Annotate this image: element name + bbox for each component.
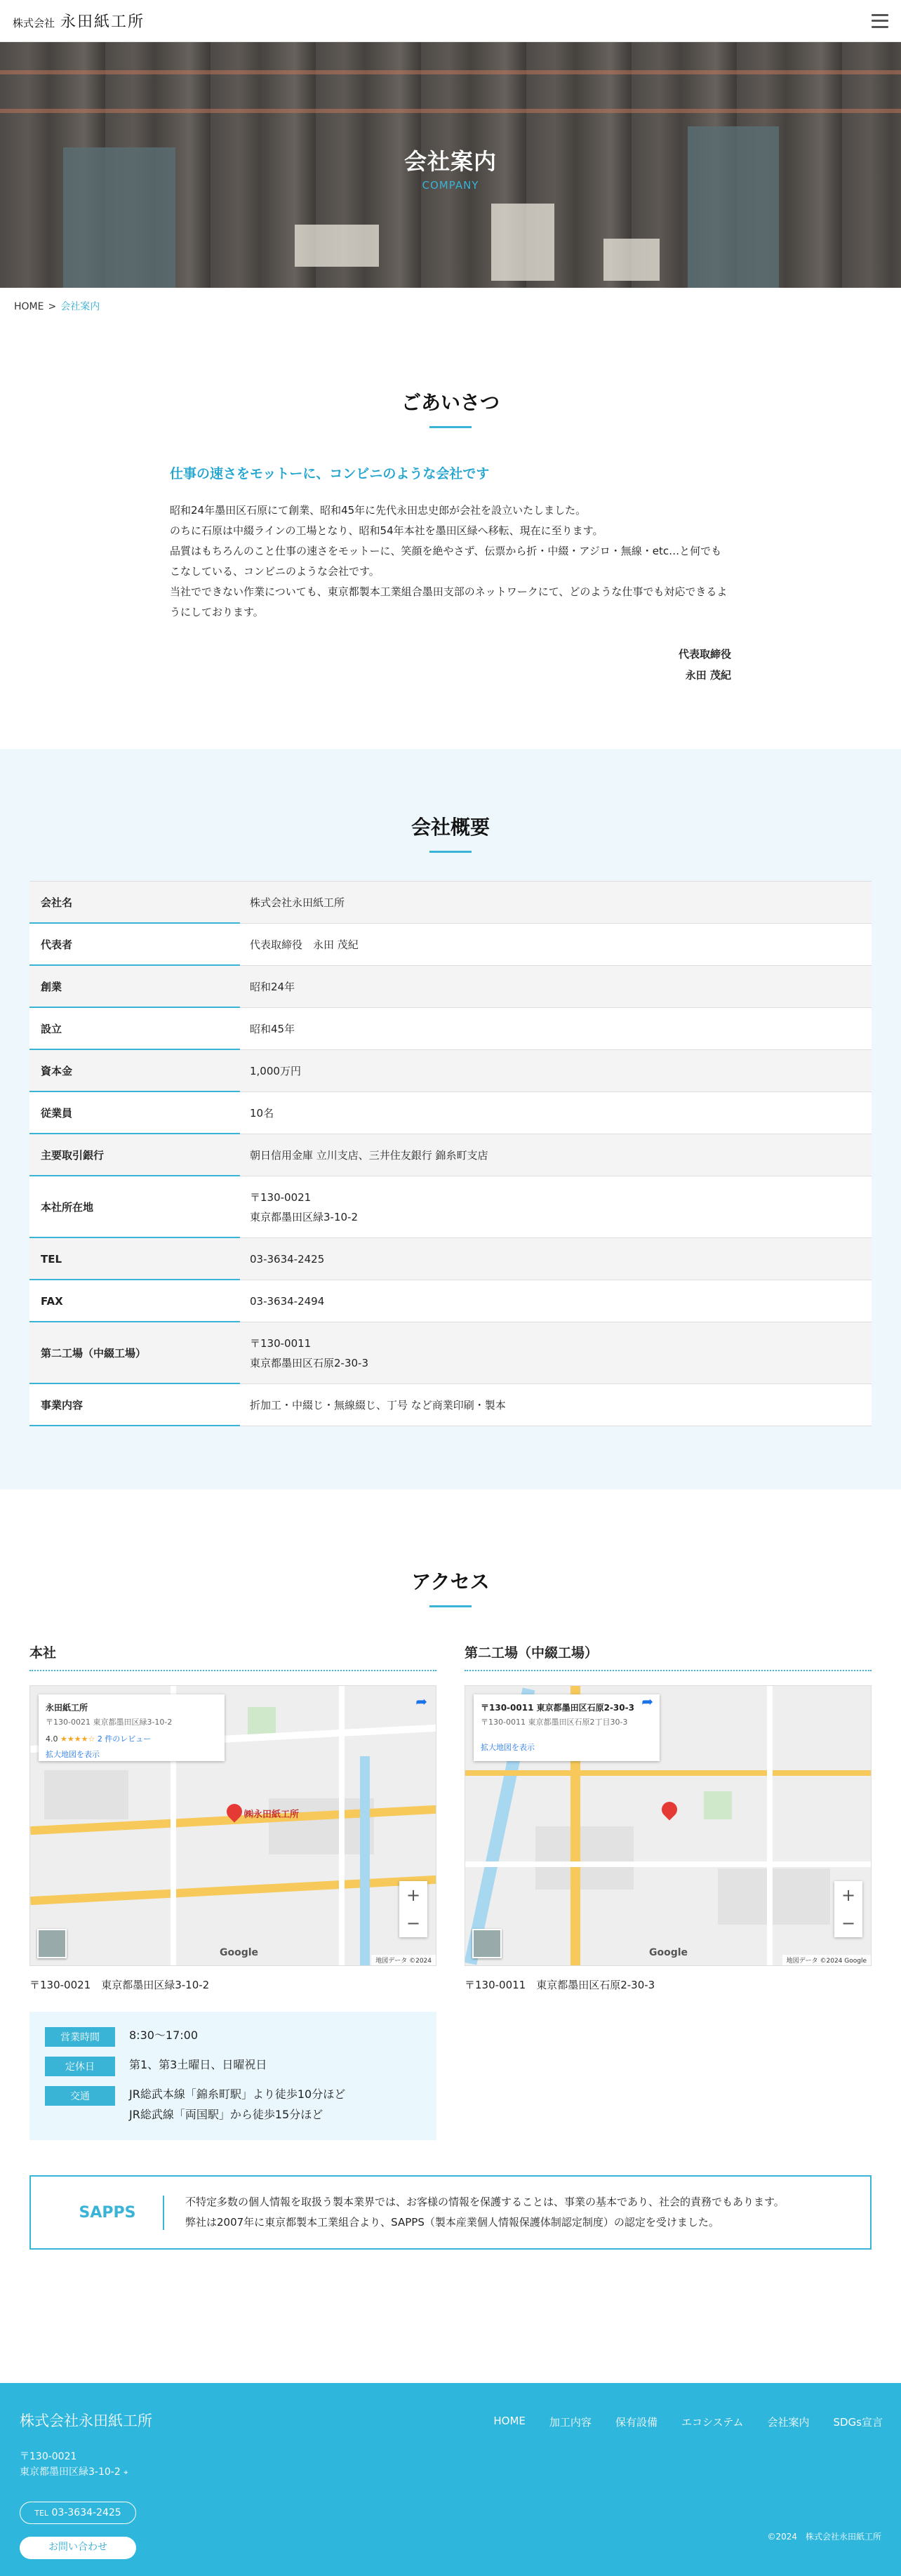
table-row [29, 1176, 872, 1238]
table-row [29, 966, 872, 1008]
zoom-in-icon[interactable]: + [841, 1885, 856, 1905]
row-value: 代表取締役 永田 茂紀 [250, 938, 359, 951]
row-value: 03-3634-2494 [250, 1294, 325, 1308]
row-value: 株式会社永田紙工所 [250, 896, 345, 909]
info-value: 第1、第3土曜日、日曜祝日 [129, 2058, 267, 2071]
row-label: FAX [29, 1280, 240, 1322]
row-label: 本社所在地 [29, 1176, 240, 1237]
footer-nav-equipment[interactable]: 保有設備 [615, 2416, 658, 2429]
map-enlarge-link[interactable]: 拡大地図を表示 [481, 1743, 535, 1752]
tel-number: 03-3634-2425 [51, 2507, 121, 2518]
footer-tel-button[interactable] [20, 2502, 136, 2524]
access-title: アクセス [0, 1567, 901, 1607]
sapps-line: 弊社は2007年に東京都製本工業組合より、SAPPS（製本産業個人情報保護体制認定制度）の認定を受けました。 [185, 2216, 719, 2229]
signature-role: 代表取締役 [678, 648, 731, 660]
row-value: 03-3634-2425 [250, 1252, 325, 1266]
row-label: 創業 [29, 966, 240, 1007]
sapps-text [185, 2192, 785, 2233]
table-row [29, 1238, 872, 1280]
info-row [45, 2027, 421, 2047]
footer-zip: 〒130-0021 [20, 2451, 77, 2462]
greeting-paragraph: 品質はもちろんのこと仕事の速さをモットーに、笑顔を絶やさず、伝票から折・中綴・アジロ・無線・etc…と何でもこなしている、コンビニのような会社です。 [170, 545, 722, 578]
info-tag: 営業時間 [45, 2027, 115, 2047]
logo-sub: 株式会社 [13, 17, 55, 29]
row-label: 設立 [29, 1008, 240, 1049]
logo-main: 永田紙工所 [60, 13, 145, 31]
site-footer [0, 2383, 901, 2576]
row-label: 第二工場（中綴工場） [29, 1322, 240, 1383]
hero-banner [0, 42, 901, 288]
row-label: 代表者 [29, 924, 240, 965]
map-layer-thumbnail[interactable] [37, 1929, 67, 1958]
zoom-out-icon[interactable]: − [406, 1913, 421, 1933]
table-row [29, 924, 872, 966]
map-enlarge-link[interactable]: 拡大地図を表示 [46, 1750, 100, 1759]
table-row [29, 1322, 872, 1384]
overview-section [0, 749, 901, 1489]
map-zoom-control[interactable] [399, 1881, 427, 1937]
greeting-paragraph: のちに石原は中綴ラインの工場となり、昭和54年本社を墨田区緑へ移転、現在に至ります。 [170, 524, 603, 537]
footer-company: 株式会社永田紙工所 [20, 2412, 152, 2429]
footer-nav-home[interactable]: HOME [493, 2415, 526, 2427]
row-label: TEL [29, 1238, 240, 1280]
row-value: 昭和45年 [250, 1022, 295, 1035]
map-info-card [39, 1694, 225, 1761]
info-row [45, 2057, 421, 2076]
zoom-out-icon[interactable]: − [841, 1913, 856, 1933]
row-value: 朝日信用金庫 立川支店、三井住友銀行 錦糸町支店 [250, 1148, 488, 1162]
info-value: JR総武本線「錦糸町駅」より徒歩10分ほど [129, 2087, 346, 2101]
map-reviews[interactable]: 2 件のレビュー [97, 1734, 152, 1744]
sapps-label: SAPPS [52, 2196, 164, 2230]
breadcrumb-separator: > [48, 301, 57, 312]
row-value: 折加工・中綴じ・無線綴じ、丁号 など商業印刷・製本 [250, 1398, 506, 1412]
map-info-card [474, 1694, 660, 1761]
row-value: 昭和24年 [250, 980, 295, 993]
footer-address [20, 2449, 881, 2481]
star-icon: ★★★★☆ [60, 1734, 95, 1744]
tel-prefix: TEL [34, 2509, 49, 2518]
row-value: 1,000万円 [250, 1064, 301, 1077]
map-pin-label: ㈱永田紙工所 [244, 1810, 300, 1820]
access-section [0, 1489, 901, 2299]
footer-nav [493, 2415, 883, 2429]
overview-table [29, 881, 872, 1426]
map-attribution: 地図データ ©2024 Google [782, 1955, 871, 1965]
map-marker-icon[interactable]: ⌖ [124, 2468, 128, 2477]
table-row [29, 1384, 872, 1426]
row-value: 〒130-0011 [250, 1336, 312, 1350]
main-office-heading: 本社 [29, 1642, 436, 1671]
table-row [29, 1092, 872, 1134]
signature [170, 644, 731, 686]
row-label: 会社名 [29, 882, 240, 923]
site-header [0, 0, 901, 42]
map-card-name: 永田紙工所 [46, 1703, 88, 1713]
google-logo: Google [649, 1947, 688, 1958]
table-row [29, 1280, 872, 1322]
breadcrumb [0, 288, 901, 324]
info-value: JR総武線「両国駅」から徒歩15分ほど [129, 2108, 323, 2121]
row-value: 〒130-0021 [250, 1190, 312, 1204]
footer-nav-sdgs[interactable]: SDGs宣言 [833, 2416, 883, 2429]
sapps-line: 不特定多数の個人情報を取扱う製本業界では、お客様の情報を保護することは、事業の基本であり、社会的責務でもあります。 [185, 2196, 785, 2208]
site-logo[interactable] [13, 10, 145, 32]
map-layer-thumbnail[interactable] [472, 1929, 502, 1958]
greeting-paragraph: 当社でできない作業についても、東京都製本工業組合墨田支部のネットワークにて、どのような仕事でも対応できるようにしております。 [170, 585, 728, 618]
zoom-in-icon[interactable]: + [406, 1885, 421, 1905]
row-value: 東京都墨田区石原2-30-3 [250, 1356, 368, 1369]
row-label: 従業員 [29, 1092, 240, 1134]
breadcrumb-home[interactable]: HOME [14, 301, 44, 312]
row-label: 資本金 [29, 1050, 240, 1091]
table-row [29, 1008, 872, 1050]
info-tag: 交通 [45, 2086, 115, 2106]
copyright: ©2024 株式会社永田紙工所 [767, 2532, 881, 2542]
main-office-block [29, 1642, 436, 2140]
breadcrumb-current: 会社案内 [60, 301, 100, 312]
directions-icon[interactable]: ➦ [641, 1693, 653, 1710]
google-logo: Google [220, 1947, 259, 1958]
info-row [45, 2086, 421, 2125]
table-row [29, 882, 872, 924]
row-label: 事業内容 [29, 1384, 240, 1426]
signature-name: 永田 茂紀 [685, 669, 731, 682]
map-card-name: 〒130-0011 東京都墨田区石原2-30-3 [481, 1703, 634, 1713]
table-row [29, 1050, 872, 1092]
greeting-title: ごあいさつ [0, 387, 901, 428]
second-factory-heading: 第二工場（中綴工場） [465, 1642, 872, 1671]
footer-nav-processing[interactable]: 加工内容 [549, 2416, 592, 2429]
map-rating-value: 4.0 [46, 1734, 58, 1744]
row-label: 主要取引銀行 [29, 1134, 240, 1176]
row-value: 10名 [250, 1106, 274, 1120]
second-factory-map[interactable] [465, 1685, 872, 1966]
greeting-text [170, 500, 731, 623]
greeting-lead: 仕事の速さをモットーに、コンビニのような会社です [170, 466, 490, 482]
greeting-section [0, 324, 901, 749]
page-title: 会社案内 [403, 148, 497, 175]
greeting-paragraph: 昭和24年墨田区石原にて創業、昭和45年に先代永田忠史郎が会社を設立いたしました。 [170, 504, 587, 517]
overview-title: 会社概要 [0, 812, 901, 853]
footer-nav-ecosystem[interactable]: エコシステム [681, 2416, 744, 2429]
second-factory-block [465, 1642, 872, 2140]
map-attribution: 地図データ ©2024 [371, 1955, 436, 1965]
map-card-address: 〒130-0011 東京都墨田区石原2丁目30-3 [481, 1718, 628, 1727]
info-value: 8:30〜17:00 [129, 2029, 199, 2042]
main-office-map[interactable] [29, 1685, 436, 1966]
footer-nav-company[interactable]: 会社案内 [767, 2416, 810, 2429]
info-tag: 定休日 [45, 2057, 115, 2076]
page-subtitle: COMPANY [422, 179, 479, 192]
map-zoom-control[interactable] [834, 1881, 862, 1937]
table-row [29, 1134, 872, 1176]
business-info [29, 2012, 436, 2140]
main-office-address: 〒130-0021 東京都墨田区緑3-10-2 [29, 1979, 210, 1991]
second-factory-address: 〒130-0011 東京都墨田区石原2-30-3 [465, 1979, 655, 1991]
directions-icon[interactable]: ➦ [415, 1693, 427, 1710]
map-card-address: 〒130-0021 東京都墨田区緑3-10-2 [46, 1718, 173, 1727]
map-pin-icon[interactable] [658, 1798, 680, 1820]
map-rating [46, 1733, 218, 1744]
row-value: 東京都墨田区緑3-10-2 [250, 1210, 358, 1223]
footer-contact-button[interactable]: お問い合わせ [20, 2537, 136, 2559]
footer-street: 東京都墨田区緑3-10-2 [20, 2467, 121, 2478]
menu-icon[interactable] [872, 14, 888, 28]
sapps-box [29, 2175, 872, 2250]
